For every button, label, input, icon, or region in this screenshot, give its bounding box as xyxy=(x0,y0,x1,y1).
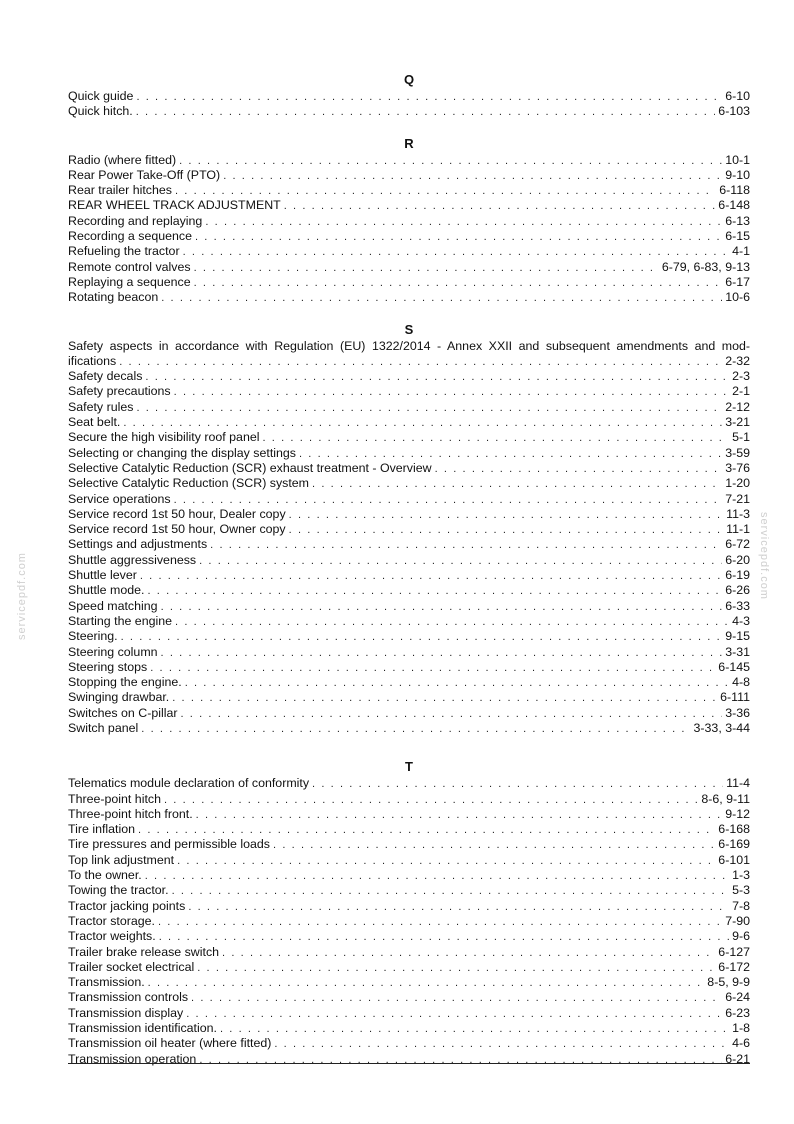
entry-page-ref[interactable]: 1-3 xyxy=(732,868,750,883)
entry-row xyxy=(68,660,750,675)
entry-page-ref[interactable]: 6-10 xyxy=(725,89,750,103)
dot-leader xyxy=(312,477,722,491)
entry-page-ref[interactable]: 11-4 xyxy=(726,776,750,791)
section-letter: T xyxy=(405,759,413,775)
index-entry[interactable] xyxy=(68,776,750,791)
entry-row xyxy=(68,415,750,430)
entry-title: Transmission. xyxy=(68,975,145,990)
dot-leader xyxy=(194,276,723,290)
entry-page-ref[interactable]: 5-3 xyxy=(732,883,750,898)
index-entry[interactable] xyxy=(68,568,750,583)
dot-leader xyxy=(289,508,723,522)
section-letter: S xyxy=(404,321,414,337)
entry-page-ref[interactable]: 9-10 xyxy=(725,167,750,182)
entry-page-ref[interactable]: 1-8 xyxy=(732,1021,750,1036)
entry-row xyxy=(68,792,750,807)
entry-title: Transmission oil heater (where fitted) xyxy=(68,1036,272,1051)
entry-title: Rotating beacon xyxy=(68,290,159,305)
index-entry[interactable] xyxy=(68,807,750,822)
entry-row xyxy=(68,198,750,213)
entry-title: Quick guide xyxy=(68,89,134,103)
entry-page-ref[interactable]: 3-59 xyxy=(725,445,750,460)
entry-row xyxy=(68,629,750,644)
entry-page-ref[interactable]: 1-20 xyxy=(725,476,750,491)
index-entry[interactable] xyxy=(68,645,750,660)
dot-leader xyxy=(175,615,729,629)
entry-title: Service record 1st 50 hour, Dealer copy xyxy=(68,506,286,521)
index-entry[interactable] xyxy=(68,104,750,119)
dot-leader xyxy=(199,554,722,568)
dot-leader xyxy=(148,976,705,990)
entry-page-ref[interactable]: 3-76 xyxy=(725,460,750,475)
entry-row xyxy=(68,168,750,183)
entry-title: Settings and adjustments xyxy=(68,537,208,552)
entry-title: Switches on C-pillar xyxy=(68,705,178,720)
dot-leader xyxy=(136,401,722,415)
entry-title: Three-point hitch front. xyxy=(68,806,193,821)
index-entry[interactable] xyxy=(68,929,750,944)
entry-row xyxy=(68,645,750,660)
dot-leader xyxy=(145,370,729,384)
entry-row xyxy=(68,354,750,369)
entry-title: Tire pressures and permissible loads xyxy=(68,837,271,852)
entry-row xyxy=(68,690,750,705)
entry-title: Trailer brake release switch xyxy=(68,944,220,959)
entry-row xyxy=(68,229,750,244)
entry-page-ref[interactable]: 9-6 xyxy=(732,929,750,944)
entry-row xyxy=(68,1006,750,1021)
entry-title: Transmission display xyxy=(68,1005,184,1020)
index-entry[interactable] xyxy=(68,290,750,305)
dot-leader xyxy=(273,838,715,852)
entry-title: Tractor weights. xyxy=(68,929,156,944)
entry-row xyxy=(68,837,750,852)
entry-title: Tire inflation xyxy=(68,822,136,837)
entry-row xyxy=(68,400,750,415)
entry-page-ref[interactable]: 2-1 xyxy=(732,384,750,399)
entry-row xyxy=(68,384,750,399)
dot-leader xyxy=(299,447,722,461)
entry-row xyxy=(68,599,750,614)
index-entry[interactable] xyxy=(68,721,750,736)
entry-title: Selecting or changing the display settings xyxy=(68,445,296,460)
entry-title: Safety rules xyxy=(68,399,134,414)
entry-row xyxy=(68,430,750,445)
entry-title: Starting the engine xyxy=(68,613,173,628)
entry-row xyxy=(68,568,750,583)
entry-page-ref[interactable]: 3-36 xyxy=(725,705,750,720)
index-entry[interactable] xyxy=(68,822,750,837)
entry-title: Steering stops xyxy=(68,659,148,674)
index-entry[interactable] xyxy=(68,792,750,807)
index-entry[interactable] xyxy=(68,837,750,852)
entry-page-ref[interactable]: 6-23 xyxy=(725,1005,750,1020)
entry-page-ref[interactable]: 6-72 xyxy=(725,537,750,552)
index-entry[interactable] xyxy=(68,522,750,537)
entry-page-ref[interactable]: 3-33, 3-44 xyxy=(693,720,750,735)
entry-title: Trailer socket electrical xyxy=(68,959,195,974)
dot-leader xyxy=(161,291,722,305)
index-entry[interactable] xyxy=(68,706,750,721)
dot-leader xyxy=(199,1053,722,1067)
dot-leader xyxy=(121,630,723,644)
dot-leader xyxy=(175,184,716,198)
entry-page-ref[interactable]: 8-5, 9-9 xyxy=(707,975,750,990)
index-entry[interactable] xyxy=(68,214,750,229)
index-entry[interactable] xyxy=(68,990,750,1005)
entry-title: Selective Catalytic Reduction (SCR) system xyxy=(68,476,310,491)
dot-leader xyxy=(262,431,729,445)
entry-title: Selective Catalytic Reduction (SCR) exhaust treatment - Overview xyxy=(68,460,432,475)
index-entry[interactable] xyxy=(68,1006,750,1021)
index-entry[interactable] xyxy=(68,339,750,370)
index-entry[interactable] xyxy=(68,614,750,629)
entry-row xyxy=(68,721,750,736)
entry-page-ref[interactable]: 11-1 xyxy=(726,522,750,537)
entry-page-ref[interactable]: 2-3 xyxy=(732,369,750,384)
entry-title: Replaying a sequence xyxy=(68,274,191,289)
index-entry[interactable] xyxy=(68,244,750,259)
entry-title: Tractor jacking points xyxy=(68,898,186,913)
index-entry[interactable] xyxy=(68,430,750,445)
entry-page-ref[interactable]: 6-21 xyxy=(725,1051,750,1066)
entry-title: Transmission identification. xyxy=(68,1021,217,1036)
index-entry[interactable] xyxy=(68,1021,750,1036)
index-entry[interactable] xyxy=(68,960,750,975)
entry-title: Remote control valves xyxy=(68,259,191,274)
footer-rule xyxy=(68,1063,750,1064)
index-entry[interactable] xyxy=(68,229,750,244)
index-entry[interactable] xyxy=(68,415,750,430)
entry-page-ref[interactable]: 9-12 xyxy=(725,806,750,821)
index-entry[interactable] xyxy=(68,553,750,568)
entry-row xyxy=(68,553,750,568)
entry-page-ref[interactable]: 6-148 xyxy=(718,198,750,213)
entry-page-ref[interactable]: 6-172 xyxy=(718,959,750,974)
entry-page-ref[interactable]: 6-26 xyxy=(725,583,750,598)
entry-row xyxy=(68,461,750,476)
dot-leader xyxy=(210,538,722,552)
entry-row xyxy=(68,476,750,491)
entry-title: Quick hitch. xyxy=(68,104,133,119)
entry-title: Transmission controls xyxy=(68,990,189,1005)
index-entry[interactable] xyxy=(68,883,750,898)
index-entry[interactable] xyxy=(68,153,750,168)
index-entry[interactable] xyxy=(68,260,750,275)
entry-title: Tractor storage. xyxy=(68,913,155,928)
index-entry[interactable] xyxy=(68,629,750,644)
index-entry[interactable] xyxy=(68,583,750,598)
dot-leader xyxy=(197,961,715,975)
entry-row xyxy=(68,89,750,104)
dot-leader xyxy=(223,169,722,183)
index-entry[interactable] xyxy=(68,446,750,461)
dot-leader xyxy=(205,215,722,229)
section-letter: Q xyxy=(403,72,415,87)
entry-title: To the owner. xyxy=(68,868,142,883)
dot-leader xyxy=(183,245,730,259)
entry-row xyxy=(68,290,750,305)
index-entry[interactable] xyxy=(68,1052,750,1067)
entry-row xyxy=(68,583,750,598)
index-entry[interactable] xyxy=(68,369,750,384)
entry-page-ref[interactable]: 6-19 xyxy=(725,568,750,583)
entry-page-ref[interactable]: 3-31 xyxy=(725,644,750,659)
entry-title: REAR WHEEL TRACK ADJUSTMENT xyxy=(68,198,281,213)
entry-page-ref[interactable]: 2-12 xyxy=(725,399,750,414)
dot-leader xyxy=(140,569,722,583)
dot-leader xyxy=(435,462,723,476)
index-entry[interactable] xyxy=(68,899,750,914)
entry-row xyxy=(68,990,750,1005)
dot-leader xyxy=(136,90,722,104)
entry-row xyxy=(68,1021,750,1036)
dot-leader xyxy=(138,823,715,837)
index-section xyxy=(68,322,750,737)
entry-row xyxy=(68,104,750,119)
entry-row xyxy=(68,776,750,791)
entry-title: Service operations xyxy=(68,491,171,506)
entry-row xyxy=(68,706,750,721)
entry-title: Safety precautions xyxy=(68,384,171,399)
entry-row xyxy=(68,275,750,290)
dot-leader xyxy=(174,493,723,507)
index-entry[interactable] xyxy=(68,492,750,507)
entry-page-ref[interactable]: 6-17 xyxy=(725,274,750,289)
entry-page-ref[interactable]: 6-169 xyxy=(718,837,750,852)
dot-leader xyxy=(119,355,722,369)
entry-page-ref[interactable]: 6-111 xyxy=(720,690,750,705)
dot-leader xyxy=(145,869,729,883)
entry-page-ref[interactable]: 2-32 xyxy=(725,353,750,368)
index-entry[interactable] xyxy=(68,198,750,213)
dot-leader xyxy=(188,900,729,914)
dot-leader xyxy=(177,854,715,868)
dot-leader xyxy=(123,416,722,430)
section-letter: R xyxy=(404,135,414,151)
dot-leader xyxy=(141,722,690,736)
dot-leader xyxy=(222,946,715,960)
entry-page-ref[interactable]: 6-118 xyxy=(719,183,750,198)
entry-page-ref[interactable]: 3-21 xyxy=(725,415,750,430)
entry-page-ref[interactable]: 6-103 xyxy=(718,104,750,119)
entry-title: Recording a sequence xyxy=(68,229,192,244)
entry-title: Service record 1st 50 hour, Owner copy xyxy=(68,522,286,537)
entry-row xyxy=(68,1036,750,1051)
entry-row xyxy=(68,675,750,690)
entry-title: Shuttle mode. xyxy=(68,583,145,598)
dot-leader xyxy=(164,793,698,807)
entry-page-ref[interactable]: 4-1 xyxy=(732,244,750,259)
entry-row xyxy=(68,507,750,522)
entry-row xyxy=(68,537,750,552)
entry-title: Speed matching xyxy=(68,598,158,613)
entry-row xyxy=(68,914,750,929)
entry-row xyxy=(68,853,750,868)
watermark-right: servicepdf.com xyxy=(758,512,770,600)
dot-leader xyxy=(312,777,723,791)
entry-row xyxy=(68,883,750,898)
entry-page-ref[interactable]: 7-90 xyxy=(725,913,750,928)
index-entry[interactable] xyxy=(68,690,750,705)
alphabetical-index xyxy=(68,72,750,1067)
dot-leader xyxy=(161,600,723,614)
dot-leader xyxy=(284,199,716,213)
entry-title: Shuttle aggressiveness xyxy=(68,552,197,567)
dot-leader xyxy=(220,1022,729,1036)
dot-leader xyxy=(179,154,722,168)
entry-title: Steering. xyxy=(68,629,118,644)
entry-page-ref[interactable]: 6-33 xyxy=(725,598,750,613)
index-entry[interactable] xyxy=(68,275,750,290)
index-section xyxy=(68,759,750,1067)
entry-row xyxy=(68,822,750,837)
entry-row xyxy=(68,975,750,990)
entry-row xyxy=(68,446,750,461)
entry-title: Steering column xyxy=(68,644,158,659)
entry-page-ref[interactable]: 5-1 xyxy=(732,430,750,445)
index-entry[interactable] xyxy=(68,599,750,614)
index-entry[interactable] xyxy=(68,868,750,883)
entry-title-line: Safety aspects in accordance with Regulation (EU) 1322/2014 - Annex XXII and subsequent amendments and mod- xyxy=(68,338,750,353)
index-entry[interactable] xyxy=(68,537,750,552)
entry-page-ref[interactable]: 4-3 xyxy=(732,613,750,628)
index-entry[interactable] xyxy=(68,400,750,415)
entry-title: Radio (where fitted) xyxy=(68,152,177,167)
index-section xyxy=(68,136,750,306)
entry-page-ref[interactable]: 7-8 xyxy=(732,898,750,913)
entry-title: Three-point hitch xyxy=(68,791,161,806)
dot-leader xyxy=(191,991,722,1005)
index-entry[interactable] xyxy=(68,660,750,675)
entry-title: Rear Power Take-Off (PTO) xyxy=(68,167,221,182)
entry-page-ref[interactable]: 6-127 xyxy=(718,944,750,959)
index-entry[interactable] xyxy=(68,183,750,198)
entry-page-ref[interactable]: 6-24 xyxy=(725,990,750,1005)
entry-row xyxy=(68,1052,750,1067)
entry-row xyxy=(68,945,750,960)
entry-page-ref[interactable]: 6-15 xyxy=(725,229,750,244)
dot-leader xyxy=(274,1037,729,1051)
index-entry[interactable] xyxy=(68,853,750,868)
entry-row xyxy=(68,868,750,883)
entry-title: Rear trailer hitches xyxy=(68,183,172,198)
entry-title: Transmission operation xyxy=(68,1051,197,1066)
entry-row xyxy=(68,183,750,198)
entry-row xyxy=(68,214,750,229)
entry-page-ref[interactable]: 10-6 xyxy=(725,290,750,305)
entry-page-ref[interactable]: 6-168 xyxy=(718,822,750,837)
entry-title: Safety decals xyxy=(68,369,143,384)
dot-leader xyxy=(186,1007,722,1021)
entry-title: Towing the tractor. xyxy=(68,883,169,898)
entry-row xyxy=(68,153,750,168)
entry-page-ref[interactable]: 11-3 xyxy=(726,506,750,521)
entry-page-ref[interactable]: 6-145 xyxy=(718,659,750,674)
index-entry[interactable] xyxy=(68,675,750,690)
entry-title: Telematics module declaration of conformity xyxy=(68,776,310,791)
dot-leader xyxy=(194,261,659,275)
index-entry[interactable] xyxy=(68,89,750,104)
entry-page-ref[interactable]: 6-20 xyxy=(725,552,750,567)
entry-row xyxy=(68,614,750,629)
entry-row xyxy=(68,899,750,914)
index-entry[interactable] xyxy=(68,476,750,491)
entry-title: Recording and replaying xyxy=(68,213,203,228)
entry-page-ref[interactable]: 7-21 xyxy=(725,491,750,506)
entry-row xyxy=(68,960,750,975)
entry-row xyxy=(68,260,750,275)
entry-page-ref[interactable]: 6-13 xyxy=(725,213,750,228)
dot-leader xyxy=(181,707,723,721)
entry-row xyxy=(68,369,750,384)
dot-leader xyxy=(150,661,715,675)
index-entry[interactable] xyxy=(68,914,750,929)
dot-leader xyxy=(185,676,729,690)
entry-row xyxy=(68,929,750,944)
index-section xyxy=(68,72,750,120)
entry-row xyxy=(68,492,750,507)
watermark-left: servicepdf.com xyxy=(16,552,28,640)
entry-page-ref[interactable]: 9-15 xyxy=(725,629,750,644)
section-spacer xyxy=(68,736,750,759)
dot-leader xyxy=(159,930,729,944)
index-entry[interactable] xyxy=(68,384,750,399)
entry-page-ref[interactable]: 4-8 xyxy=(732,675,750,690)
section-spacer xyxy=(68,120,750,136)
index-entry[interactable] xyxy=(68,945,750,960)
dot-leader xyxy=(174,385,729,399)
dot-leader xyxy=(136,105,716,119)
index-entry[interactable] xyxy=(68,1036,750,1051)
section-spacer xyxy=(68,306,750,322)
entry-row xyxy=(68,807,750,822)
index-entry[interactable] xyxy=(68,168,750,183)
dot-leader xyxy=(158,915,722,929)
entry-title: Stopping the engine. xyxy=(68,675,182,690)
entry-row xyxy=(68,244,750,259)
entry-title: Refueling the tractor xyxy=(68,244,180,259)
entry-page-ref[interactable]: 6-101 xyxy=(718,852,750,867)
entry-page-ref[interactable]: 4-6 xyxy=(732,1036,750,1051)
entry-page-ref[interactable]: 10-1 xyxy=(725,152,750,167)
entry-page-ref[interactable]: 6-79, 6-83, 9-13 xyxy=(661,259,750,274)
dot-leader xyxy=(172,691,717,705)
entry-title: Shuttle lever xyxy=(68,568,137,583)
dot-leader xyxy=(161,646,723,660)
entry-title: Switch panel xyxy=(68,720,139,735)
dot-leader xyxy=(172,884,730,898)
dot-leader xyxy=(195,230,722,244)
entry-title: Secure the high visibility roof panel xyxy=(68,430,260,445)
entry-title: ifications xyxy=(68,353,117,368)
entry-row xyxy=(68,522,750,537)
dot-leader xyxy=(196,808,723,822)
dot-leader xyxy=(147,584,722,598)
index-entry[interactable] xyxy=(68,507,750,522)
index-entry[interactable] xyxy=(68,461,750,476)
entry-page-ref[interactable]: 8-6, 9-11 xyxy=(701,791,750,806)
index-entry[interactable] xyxy=(68,975,750,990)
entry-title: Swinging drawbar. xyxy=(68,690,170,705)
entry-title: Seat belt. xyxy=(68,415,121,430)
dot-leader xyxy=(289,523,723,537)
entry-title: Top link adjustment xyxy=(68,852,175,867)
